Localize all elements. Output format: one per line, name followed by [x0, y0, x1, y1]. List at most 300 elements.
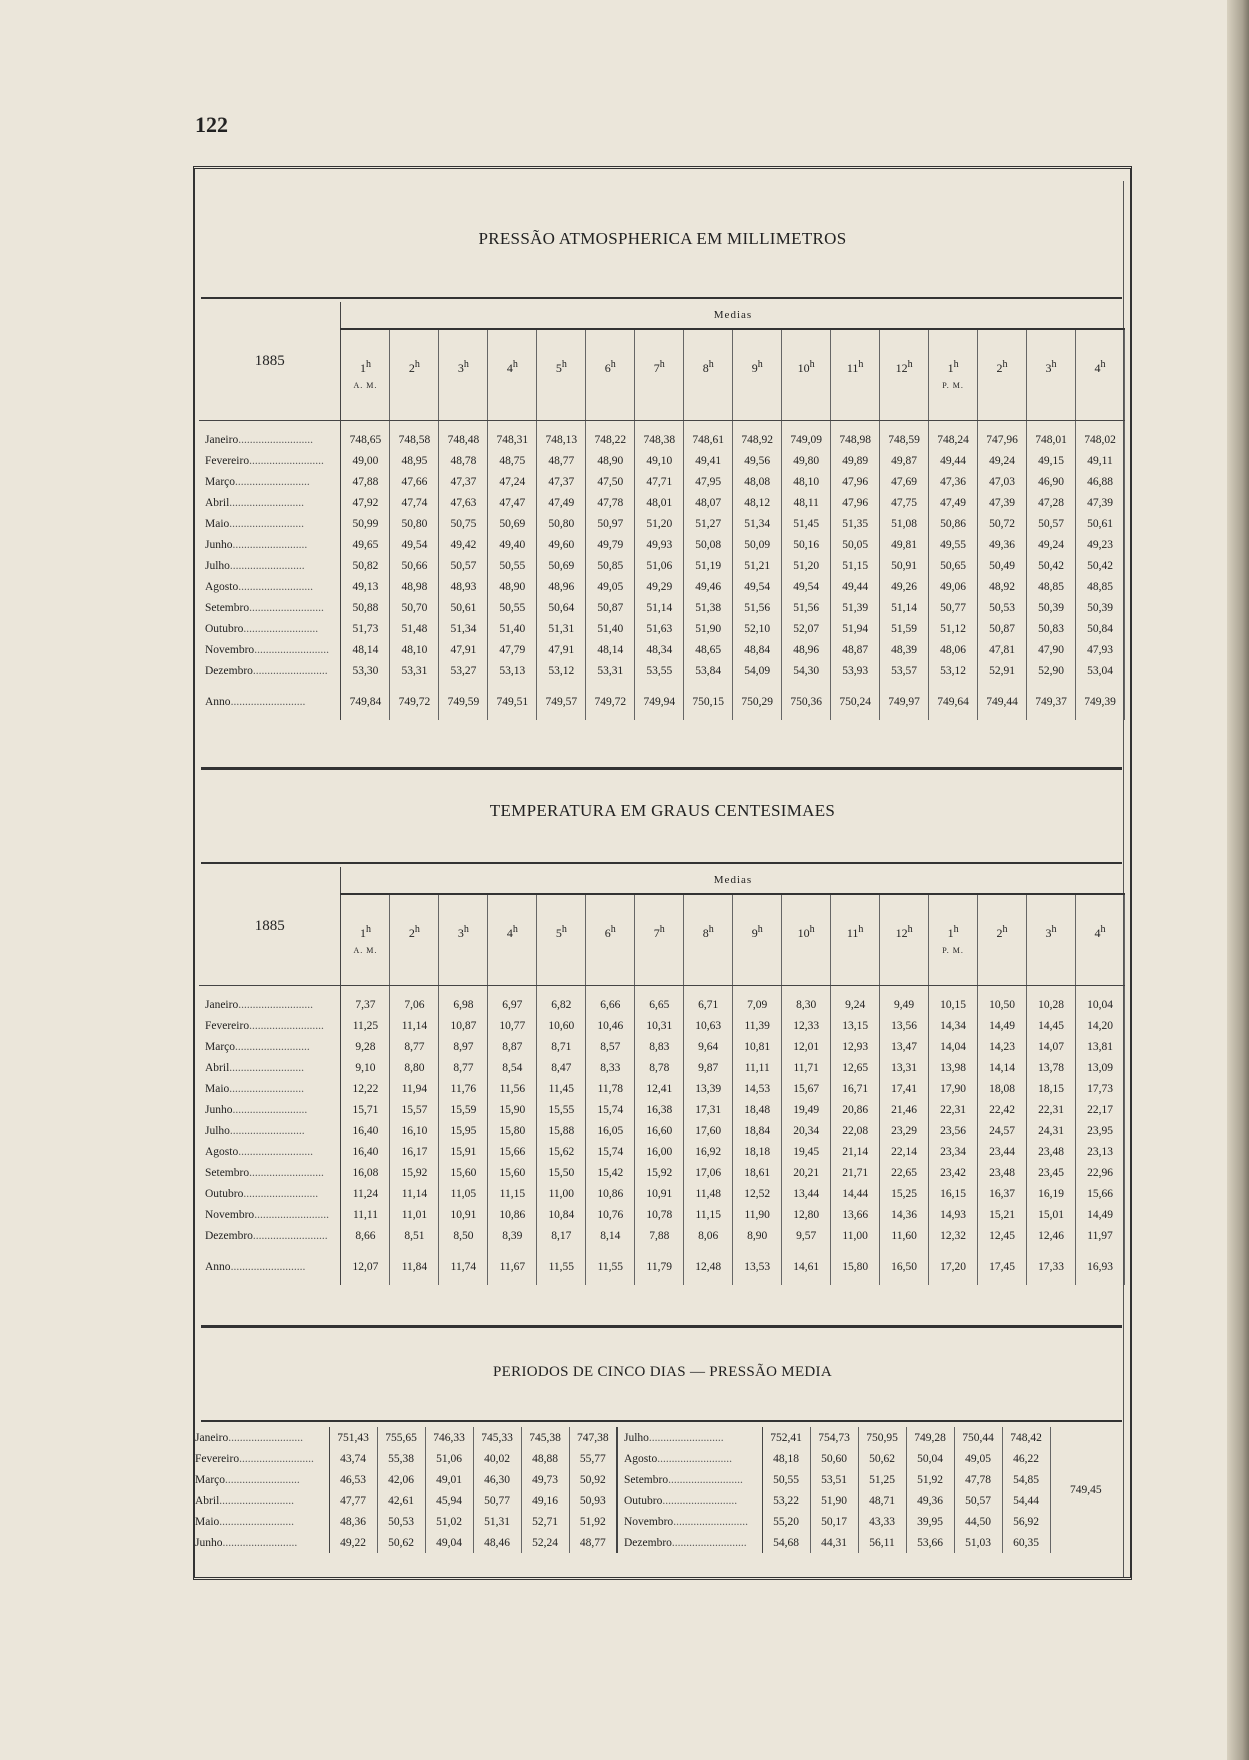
table-cell: 50,70 — [390, 597, 439, 618]
table-cell: 745,38 — [521, 1427, 569, 1448]
table-row — [199, 492, 1125, 513]
table-cell: 46,88 — [1076, 471, 1125, 492]
table-cell: 50,53 — [377, 1511, 425, 1532]
table-cell: 10,78 — [635, 1204, 684, 1225]
table-cell: 14,04 — [929, 1036, 978, 1057]
table-cell: 14,36 — [880, 1204, 929, 1225]
table-cell: 8,90 — [733, 1225, 782, 1246]
periods-table — [189, 1427, 1121, 1553]
table-cell: 12,41 — [635, 1078, 684, 1099]
hour-header: 4$^h$ — [488, 894, 537, 986]
table-cell: 48,07 — [684, 492, 733, 513]
temperature-title: TEMPERATURA EM GRAUS CENTESIMAES — [489, 801, 836, 820]
table-cell: 53,12 — [929, 660, 978, 681]
table-cell: 55,38 — [377, 1448, 425, 1469]
table-cell: 10,63 — [684, 1015, 733, 1036]
table-cell: 7,37 — [341, 986, 390, 1016]
table-cell: 47,96 — [831, 492, 880, 513]
table-cell: 56,92 — [1002, 1511, 1050, 1532]
table-cell: 10,46 — [586, 1015, 635, 1036]
table-cell: 748,31 — [488, 421, 537, 451]
table-cell: 51,92 — [906, 1469, 954, 1490]
hour-value: 5 — [555, 925, 562, 940]
table-cell: 16,71 — [831, 1078, 880, 1099]
month-label: Janeiro.......................... — [199, 421, 341, 451]
table-cell: 50,42 — [1076, 555, 1125, 576]
table-cell: 15,62 — [537, 1141, 586, 1162]
table-cell: 15,59 — [439, 1099, 488, 1120]
table-cell: 50,61 — [1076, 513, 1125, 534]
table-cell: 6,65 — [635, 986, 684, 1016]
table-cell: 11,14 — [390, 1183, 439, 1204]
table-cell: 10,91 — [439, 1204, 488, 1225]
table-cell: 15,66 — [488, 1141, 537, 1162]
table-cell: 21,14 — [831, 1141, 880, 1162]
hour-header: 12$^h$ — [880, 894, 929, 986]
table-cell: 51,31 — [473, 1511, 521, 1532]
table-cell: 23,13 — [1076, 1141, 1125, 1162]
table-cell: 51,59 — [880, 618, 929, 639]
table-cell: 19,49 — [782, 1099, 831, 1120]
table-cell: 11,79 — [635, 1246, 684, 1285]
table-cell: 50,57 — [439, 555, 488, 576]
table-cell: 11,45 — [537, 1078, 586, 1099]
table-cell: 47,96 — [831, 471, 880, 492]
hour-value: 4 — [506, 925, 513, 940]
table-cell: 50,83 — [1027, 618, 1076, 639]
table-cell: 50,53 — [978, 597, 1027, 618]
table-cell: 6,71 — [684, 986, 733, 1016]
table-cell: 23,48 — [978, 1162, 1027, 1183]
table-row — [199, 1162, 1125, 1183]
table-cell: 11,67 — [488, 1246, 537, 1285]
table-cell: 10,86 — [488, 1204, 537, 1225]
hour-value: 6 — [604, 925, 611, 940]
table-cell: 56,11 — [858, 1532, 906, 1553]
table-cell: 750,15 — [684, 681, 733, 720]
extra-value: 749,45 — [1069, 1484, 1102, 1496]
table-cell: 7,88 — [635, 1225, 684, 1246]
table-cell: 44,50 — [954, 1511, 1002, 1532]
table-cell: 749,37 — [1027, 681, 1076, 720]
table-cell: 24,31 — [1027, 1120, 1076, 1141]
table-cell: 9,57 — [782, 1225, 831, 1246]
table-cell: 16,60 — [635, 1120, 684, 1141]
table-cell: 50,60 — [810, 1448, 858, 1469]
table-cell: 49,29 — [635, 576, 684, 597]
table-cell: 46,53 — [329, 1469, 377, 1490]
table-cell: 18,08 — [978, 1078, 1027, 1099]
table-cell: 749,51 — [488, 681, 537, 720]
table-cell: 51,15 — [831, 555, 880, 576]
month-label: Fevereiro.......................... — [189, 1448, 329, 1469]
table-cell: 22,65 — [880, 1162, 929, 1183]
table-cell: 49,23 — [1076, 534, 1125, 555]
table-cell: 47,91 — [537, 639, 586, 660]
table-row — [199, 986, 1125, 1016]
table-cell: 12,45 — [978, 1225, 1027, 1246]
table-cell: 15,57 — [390, 1099, 439, 1120]
table-row — [199, 660, 1125, 681]
hour-header: 6$^h$ — [586, 894, 635, 986]
hour-header: 2$^h$ — [390, 329, 439, 421]
hour-header: 7$^h$ — [635, 329, 684, 421]
month-label: Maio.......................... — [199, 1078, 341, 1099]
month-label: Julho.......................... — [199, 555, 341, 576]
table-cell: 10,31 — [635, 1015, 684, 1036]
table-cell: 8,06 — [684, 1225, 733, 1246]
hour-value: 11 — [846, 360, 859, 375]
table-cell: 47,79 — [488, 639, 537, 660]
table-cell: 51,34 — [439, 618, 488, 639]
table-cell: 7,09 — [733, 986, 782, 1016]
table-row — [199, 597, 1125, 618]
month-label: Anno.......................... — [199, 1246, 341, 1285]
pressure-table — [199, 302, 1125, 720]
table-cell: 51,19 — [684, 555, 733, 576]
table-cell: 13,98 — [929, 1057, 978, 1078]
page-edge — [1227, 0, 1249, 1760]
table-cell: 17,20 — [929, 1246, 978, 1285]
table-cell: 47,28 — [1027, 492, 1076, 513]
table-cell: 17,60 — [684, 1120, 733, 1141]
table-cell: 8,66 — [341, 1225, 390, 1246]
table-cell: 748,01 — [1027, 421, 1076, 451]
table-cell: 23,44 — [978, 1141, 1027, 1162]
table-cell: 49,54 — [733, 576, 782, 597]
table-row — [189, 1448, 1121, 1469]
table-cell: 8,50 — [439, 1225, 488, 1246]
hour-value: 2 — [408, 360, 415, 375]
table-cell: 55,20 — [762, 1511, 810, 1532]
table-cell: 8,97 — [439, 1036, 488, 1057]
table-cell: 50,08 — [684, 534, 733, 555]
table-cell: 47,92 — [341, 492, 390, 513]
table-cell: 748,98 — [831, 421, 880, 451]
table-cell: 748,58 — [390, 421, 439, 451]
table-cell: 15,92 — [390, 1162, 439, 1183]
table-cell: 50,93 — [569, 1490, 617, 1511]
table-cell: 17,41 — [880, 1078, 929, 1099]
table-cell: 8,77 — [390, 1036, 439, 1057]
table-row — [199, 534, 1125, 555]
hour-header: 2$^h$ — [390, 894, 439, 986]
hour-header: 12$^h$ — [880, 329, 929, 421]
month-label: Outubro.......................... — [617, 1490, 762, 1511]
table-cell: 50,57 — [1027, 513, 1076, 534]
table-cell: 14,14 — [978, 1057, 1027, 1078]
table-cell: 51,48 — [390, 618, 439, 639]
table-cell: 50,82 — [341, 555, 390, 576]
table-cell: 48,77 — [569, 1532, 617, 1553]
table-cell: 49,81 — [880, 534, 929, 555]
hour-value: 6 — [604, 360, 611, 375]
table-cell: 13,47 — [880, 1036, 929, 1057]
table-cell: 49,73 — [521, 1469, 569, 1490]
table-cell: 42,61 — [377, 1490, 425, 1511]
table-cell: 14,49 — [1076, 1204, 1125, 1225]
table-cell: 15,42 — [586, 1162, 635, 1183]
table-cell: 51,92 — [569, 1511, 617, 1532]
table-cell: 13,66 — [831, 1204, 880, 1225]
table-cell: 10,15 — [929, 986, 978, 1016]
table-cell: 47,24 — [488, 471, 537, 492]
table-cell: 16,15 — [929, 1183, 978, 1204]
table-cell: 53,30 — [341, 660, 390, 681]
table-cell: 49,56 — [733, 450, 782, 471]
hour-value: 4 — [506, 360, 513, 375]
table-cell: 49,06 — [929, 576, 978, 597]
table-row — [199, 1183, 1125, 1204]
table-cell: 754,73 — [810, 1427, 858, 1448]
table-row — [189, 1469, 1121, 1490]
month-label: Novembro.......................... — [199, 639, 341, 660]
table-cell: 50,55 — [488, 597, 537, 618]
table-cell: 48,96 — [782, 639, 831, 660]
hour-header: 1$^h$ A. M. — [341, 894, 390, 986]
month-label: Agosto.......................... — [199, 576, 341, 597]
month-label: Dezembro.......................... — [617, 1532, 762, 1553]
table-cell: 48,10 — [782, 471, 831, 492]
hour-header: 4$^h$ — [488, 329, 537, 421]
table-cell: 50,39 — [1076, 597, 1125, 618]
table-cell: 49,04 — [425, 1532, 473, 1553]
table-cell: 51,21 — [733, 555, 782, 576]
hour-value: 2 — [996, 925, 1003, 940]
table-cell: 51,73 — [341, 618, 390, 639]
table-cell: 50,72 — [978, 513, 1027, 534]
table-cell: 12,65 — [831, 1057, 880, 1078]
table-cell: 51,90 — [810, 1490, 858, 1511]
table-cell: 22,96 — [1076, 1162, 1125, 1183]
table-cell: 12,33 — [782, 1015, 831, 1036]
table-cell: 16,08 — [341, 1162, 390, 1183]
table-cell: 51,20 — [635, 513, 684, 534]
table-cell: 13,78 — [1027, 1057, 1076, 1078]
table-cell: 53,22 — [762, 1490, 810, 1511]
table-cell: 15,67 — [782, 1078, 831, 1099]
table-cell: 748,02 — [1076, 421, 1125, 451]
table-cell: 51,56 — [733, 597, 782, 618]
hour-value: 3 — [457, 360, 464, 375]
hour-header: 2$^h$ — [978, 894, 1027, 986]
table-cell: 48,39 — [880, 639, 929, 660]
month-label: Julho.......................... — [617, 1427, 762, 1448]
hour-value: 1 — [359, 925, 366, 940]
table-cell: 49,55 — [929, 534, 978, 555]
table-cell: 53,66 — [906, 1532, 954, 1553]
table-cell: 8,77 — [439, 1057, 488, 1078]
table-cell: 11,00 — [831, 1225, 880, 1246]
table-cell: 11,78 — [586, 1078, 635, 1099]
table-row — [199, 1099, 1125, 1120]
table-cell: 15,50 — [537, 1162, 586, 1183]
table-cell: 14,07 — [1027, 1036, 1076, 1057]
table-cell: 16,17 — [390, 1141, 439, 1162]
table-cell: 48,12 — [733, 492, 782, 513]
table-cell: 52,71 — [521, 1511, 569, 1532]
table-cell: 10,84 — [537, 1204, 586, 1225]
table-cell: 9,24 — [831, 986, 880, 1016]
table-row — [199, 450, 1125, 471]
hour-value: 1 — [947, 360, 954, 375]
table-cell: 17,45 — [978, 1246, 1027, 1285]
month-label: Janeiro.......................... — [189, 1427, 329, 1448]
month-label: Setembro.......................... — [617, 1469, 762, 1490]
ampm-label: P. M. — [942, 945, 964, 955]
table-cell: 11,24 — [341, 1183, 390, 1204]
hour-value: 12 — [895, 360, 908, 375]
table-cell: 10,50 — [978, 986, 1027, 1016]
table-cell: 12,07 — [341, 1246, 390, 1285]
hour-value: 9 — [751, 925, 758, 940]
table-cell: 50,57 — [954, 1490, 1002, 1511]
hour-value: 4 — [1094, 360, 1101, 375]
table-cell: 11,97 — [1076, 1225, 1125, 1246]
table-cell: 50,62 — [377, 1532, 425, 1553]
table-cell: 50,77 — [929, 597, 978, 618]
table-cell: 51,63 — [635, 618, 684, 639]
table-cell: 12,93 — [831, 1036, 880, 1057]
table-cell: 17,33 — [1027, 1246, 1076, 1285]
table-cell: 16,92 — [684, 1141, 733, 1162]
table-cell: 748,42 — [1002, 1427, 1050, 1448]
table-cell: 11,05 — [439, 1183, 488, 1204]
table-cell: 8,83 — [635, 1036, 684, 1057]
table-cell: 54,44 — [1002, 1490, 1050, 1511]
table-cell: 50,62 — [858, 1448, 906, 1469]
hour-value: 7 — [653, 925, 660, 940]
table-cell: 14,44 — [831, 1183, 880, 1204]
table-cell: 48,84 — [733, 639, 782, 660]
table-cell: 751,43 — [329, 1427, 377, 1448]
table-cell: 50,87 — [586, 597, 635, 618]
table-cell: 50,64 — [537, 597, 586, 618]
month-label: Junho.......................... — [199, 534, 341, 555]
table-cell: 16,19 — [1027, 1183, 1076, 1204]
month-label: Novembro.......................... — [617, 1511, 762, 1532]
table-cell: 748,22 — [586, 421, 635, 451]
table-cell: 749,72 — [586, 681, 635, 720]
table-cell: 8,78 — [635, 1057, 684, 1078]
table-cell: 16,37 — [978, 1183, 1027, 1204]
table-cell: 48,88 — [521, 1448, 569, 1469]
table-cell: 48,85 — [1076, 576, 1125, 597]
table-cell: 49,10 — [635, 450, 684, 471]
table-cell: 46,22 — [1002, 1448, 1050, 1469]
table-cell: 11,11 — [341, 1204, 390, 1225]
table-cell: 48,87 — [831, 639, 880, 660]
table-row — [199, 1036, 1125, 1057]
table-cell: 51,56 — [782, 597, 831, 618]
table-cell: 47,88 — [341, 471, 390, 492]
table-cell: 6,98 — [439, 986, 488, 1016]
hour-value: 3 — [457, 925, 464, 940]
table-cell: 748,65 — [341, 421, 390, 451]
table-cell: 49,93 — [635, 534, 684, 555]
table-cell: 48,78 — [439, 450, 488, 471]
table-cell: 48,92 — [978, 576, 1027, 597]
table-cell: 15,90 — [488, 1099, 537, 1120]
month-label: Julho.......................... — [199, 1120, 341, 1141]
table-cell: 48,93 — [439, 576, 488, 597]
table-cell: 47,39 — [1076, 492, 1125, 513]
table-cell: 49,46 — [684, 576, 733, 597]
table-cell: 47,50 — [586, 471, 635, 492]
table-row — [199, 421, 1125, 451]
table-cell: 748,61 — [684, 421, 733, 451]
table-cell: 47,95 — [684, 471, 733, 492]
table-cell: 746,33 — [425, 1427, 473, 1448]
month-label: Anno.......................... — [199, 681, 341, 720]
hour-value: 8 — [702, 925, 709, 940]
table-cell: 48,90 — [586, 450, 635, 471]
month-label: Maio.......................... — [189, 1511, 329, 1532]
table-cell: 755,65 — [377, 1427, 425, 1448]
table-cell: 15,60 — [488, 1162, 537, 1183]
table-cell: 8,71 — [537, 1036, 586, 1057]
table-cell: 48,01 — [635, 492, 684, 513]
tables-frame — [193, 166, 1132, 1580]
table-cell: 49,26 — [880, 576, 929, 597]
table-cell: 8,30 — [782, 986, 831, 1016]
table-cell: 49,24 — [1027, 534, 1076, 555]
table-cell: 52,90 — [1027, 660, 1076, 681]
table-cell: 749,44 — [978, 681, 1027, 720]
table-row — [199, 639, 1125, 660]
month-label: Agosto.......................... — [199, 1141, 341, 1162]
table-cell: 50,55 — [762, 1469, 810, 1490]
table-cell: 50,42 — [1027, 555, 1076, 576]
table-cell: 49,13 — [341, 576, 390, 597]
table-cell: 51,94 — [831, 618, 880, 639]
table-cell: 47,66 — [390, 471, 439, 492]
table-cell: 47,75 — [880, 492, 929, 513]
table-cell: 47,47 — [488, 492, 537, 513]
table-cell: 22,08 — [831, 1120, 880, 1141]
table-cell: 11,56 — [488, 1078, 537, 1099]
table-cell: 48,34 — [635, 639, 684, 660]
table-cell: 50,84 — [1076, 618, 1125, 639]
table-cell: 17,73 — [1076, 1078, 1125, 1099]
table-cell: 49,79 — [586, 534, 635, 555]
table-cell: 51,20 — [782, 555, 831, 576]
hour-value: 7 — [653, 360, 660, 375]
table-cell: 49,44 — [929, 450, 978, 471]
month-label: Abril.......................... — [189, 1490, 329, 1511]
table-cell: 53,31 — [390, 660, 439, 681]
table-cell: 9,64 — [684, 1036, 733, 1057]
table-row — [199, 1246, 1125, 1285]
month-label: Fevereiro.......................... — [199, 450, 341, 471]
table-cell: 23,48 — [1027, 1141, 1076, 1162]
table-cell: 16,10 — [390, 1120, 439, 1141]
medias-label: Medias — [341, 867, 1125, 894]
table-cell: 13,44 — [782, 1183, 831, 1204]
table-row — [199, 513, 1125, 534]
hour-header: 11$^h$ — [831, 894, 880, 986]
table-cell: 11,90 — [733, 1204, 782, 1225]
table-cell: 54,68 — [762, 1532, 810, 1553]
table-cell: 6,97 — [488, 986, 537, 1016]
hour-header: 10$^h$ — [782, 894, 831, 986]
table-cell: 15,60 — [439, 1162, 488, 1183]
table-cell: 48,90 — [488, 576, 537, 597]
hour-header: 1$^h$ P. M. — [929, 329, 978, 421]
table-cell: 49,65 — [341, 534, 390, 555]
table-cell: 52,10 — [733, 618, 782, 639]
table-cell: 9,87 — [684, 1057, 733, 1078]
